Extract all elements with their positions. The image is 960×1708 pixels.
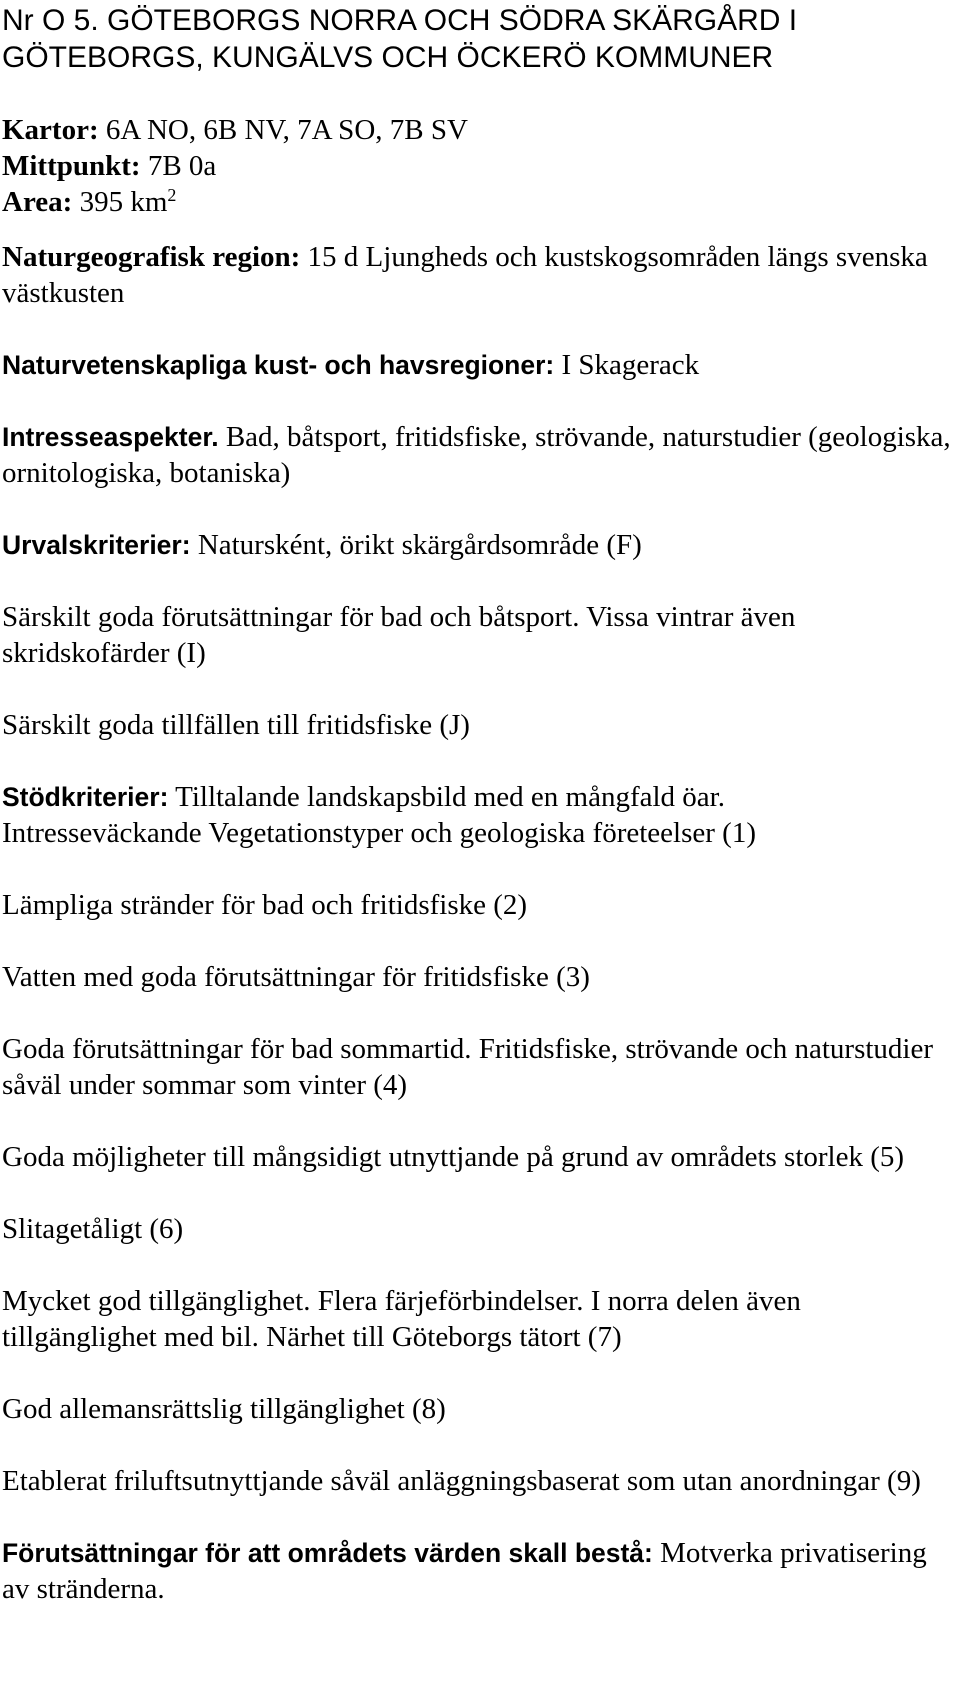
intresse-value: Bad, båtsport, fritidsfiske, strövande, naturstudier (geologiska, ornitologiska, botaniska)	[2, 421, 951, 489]
kartor-line	[2, 112, 957, 148]
facts-block	[2, 112, 957, 311]
stod-label: Stödkriterier:	[2, 782, 169, 812]
stod-line	[2, 779, 957, 815]
title-line-1: Nr O 5. GÖTEBORGS NORRA OCH SÖDRA SKÄRGÅRD I	[2, 4, 798, 37]
mittpunkt-line	[2, 148, 957, 184]
mittpunkt-value: 7B 0a	[140, 150, 217, 182]
region-line	[2, 239, 957, 311]
stod-2-line: Lämpliga stränder för bad och fritidsfiske (2)	[2, 889, 528, 921]
area-label: Area:	[2, 186, 73, 218]
area-value: 395 km	[72, 186, 168, 218]
kartor-value: 6A NO, 6B NV, 7A SO, 7B SV	[98, 114, 468, 146]
urval-j-line: Särskilt goda tillfällen till fritidsfiske (J)	[2, 709, 470, 741]
intresse-label: Intresseaspekter.	[2, 422, 219, 452]
stod-7-paragraph: Mycket god tillgänglighet. Flera färjeförbindelser. I norra delen även tillgänglighet med bil. Närhet till Göteborgs tätort (7)	[2, 1285, 801, 1353]
stod-4-paragraph: Goda förutsättningar för bad sommartid. Fritidsfiske, strövande och naturstudier såväl under sommar som vinter (4)	[2, 1033, 934, 1101]
forutsattningar-paragraph	[2, 1535, 957, 1607]
stod-3-line: Vatten med goda förutsättningar för fritidsfiske (3)	[2, 961, 590, 993]
document-page	[2, 0, 957, 1607]
kartor-label: Kartor:	[2, 114, 99, 146]
document-title	[2, 0, 957, 76]
urval-label: Urvalskriterier:	[2, 530, 191, 560]
forutsattningar-label: Förutsättningar för att områdets värden skall bestå:	[2, 1538, 653, 1568]
stod-6-line: Slitagetåligt (6)	[2, 1213, 184, 1245]
urval-i-paragraph: Särskilt goda förutsättningar för bad och båtsport. Vissa vintrar även skridskofärder (I)	[2, 601, 796, 669]
region-label: Naturgeografisk region:	[2, 241, 301, 273]
stod-8-line: God allemansrättslig tillgänglighet (8)	[2, 1393, 446, 1425]
urval-line	[2, 527, 957, 563]
region-value: 15 d Ljungheds och kustskogsområden längs svenska västkusten	[2, 241, 928, 309]
sections-block	[2, 347, 957, 1607]
area-unit-superscript: 2	[167, 185, 177, 205]
forutsattningar-value: Motverka privatisering av stränderna.	[2, 1537, 927, 1605]
havsregioner-label: Naturvetenskapliga kust- och havsregioner:	[2, 350, 555, 380]
area-line	[2, 184, 957, 220]
urval-value: Natursként, örikt skärgårdsområde (F)	[190, 529, 642, 561]
stod-value: Tilltalande landskapsbild med en mångfald öar.	[168, 781, 725, 813]
intresse-paragraph	[2, 419, 957, 491]
havsregioner-line	[2, 347, 957, 383]
stod-5-paragraph: Goda möjligheter till mångsidigt utnyttjande på grund av områdets storlek (5)	[2, 1141, 905, 1173]
title-line-2: GÖTEBORGS, KUNGÄLVS OCH ÖCKERÖ KOMMUNER	[2, 41, 774, 74]
havsregioner-value: I Skagerack	[554, 349, 700, 381]
stod-9-paragraph: Etablerat friluftsutnyttjande såväl anläggningsbaserat som utan anordningar (9)	[2, 1465, 921, 1497]
stod-1-line: Intresseväckande Vegetationstyper och geologiska företeelser (1)	[2, 817, 756, 849]
mittpunkt-label: Mittpunkt:	[2, 150, 141, 182]
